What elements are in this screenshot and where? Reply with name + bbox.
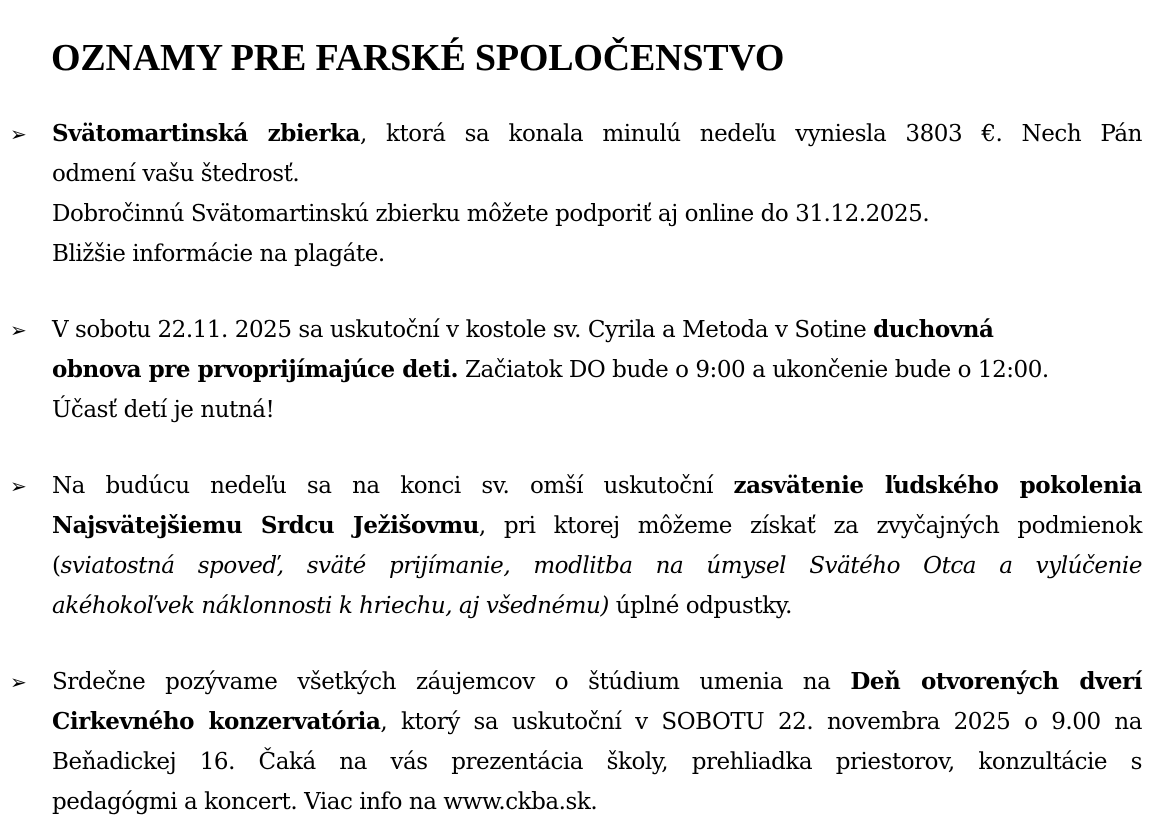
body-text: V sobotu 22.11. 2025 sa uskutoční v kostole sv. Cyrila a Metoda v Sotine (52, 317, 874, 343)
text-line: odmení vašu štedrosť. (52, 161, 300, 187)
highlight-text: Cirkevného konzervatória (52, 708, 381, 735)
highlight-text: Najsvätejšiemu Srdcu Ježišovmu (52, 512, 479, 539)
highlight-text: duchovná (873, 316, 994, 343)
text-line (52, 586, 1142, 626)
text-line (52, 662, 1142, 702)
italic-text: sviatostná spoveď, sväté prijímanie, modlitba na úmysel Svätého Otca a vylúčenie (60, 553, 1142, 579)
highlight-text: Deň otvorených dverí (850, 668, 1142, 695)
text-line (52, 310, 1142, 350)
text-line (52, 506, 1142, 546)
text-line: Beňadickej 16. Čaká na vás prezentácia školy, prehliadka priestorov, konzultácie s (52, 749, 1142, 775)
text-line: Dobročinnú Svätomartinskú zbierku môžete podporiť aj online do 31.12.2025. (52, 201, 930, 227)
text-line (52, 466, 1142, 506)
announcement-text (52, 310, 1142, 430)
body-text: úplné odpustky. (608, 593, 793, 619)
announcement-text (52, 662, 1142, 822)
highlight-text: Svätomartinská zbierka (52, 120, 360, 147)
highlight-text: obnova pre prvoprijímajúce deti. (52, 356, 459, 383)
paren-text: ( (52, 553, 61, 579)
announcement-text (52, 114, 1142, 274)
text-line (52, 546, 1142, 586)
arrow-bullet-icon: ➢ (10, 122, 27, 146)
text-line: pedagógmi a koncert. Viac info na www.ckba.sk. (52, 789, 598, 815)
arrow-bullet-icon: ➢ (10, 318, 27, 342)
text-line (52, 114, 1142, 154)
announcement-text (52, 466, 1142, 626)
body-text: Srdečne pozývame všetkých záujemcov o štúdium umenia na (52, 669, 851, 695)
text-line: Bližšie informácie na plagáte. (52, 241, 385, 267)
body-text: Začiatok DO bude o 9:00 a ukončenie bude o 12:00. (458, 357, 1049, 383)
text-line (52, 350, 1142, 390)
body-text: , pri ktorej môžeme získať za zvyčajných podmienok (478, 513, 1142, 539)
text-line (52, 702, 1142, 742)
arrow-bullet-icon: ➢ (10, 474, 27, 498)
body-text: , ktorý sa uskutoční v SOBOTU 22. novembra 2025 o 9.00 na (380, 709, 1142, 735)
body-text: , ktorá sa konala minulú nedeľu vyniesla 3803 €. Nech Pán (359, 121, 1142, 147)
page-title: OZNAMY PRE FARSKÉ SPOLOČENSTVO (51, 37, 785, 79)
highlight-text: zasvätenie ľudského pokolenia (733, 472, 1142, 499)
arrow-bullet-icon: ➢ (10, 670, 27, 694)
italic-text: akéhokoľvek náklonnosti k hriechu, aj všednému) (52, 593, 609, 619)
body-text: Na budúcu nedeľu sa na konci sv. omší uskutoční (52, 473, 734, 499)
text-line: Účasť detí je nutná! (52, 397, 275, 423)
